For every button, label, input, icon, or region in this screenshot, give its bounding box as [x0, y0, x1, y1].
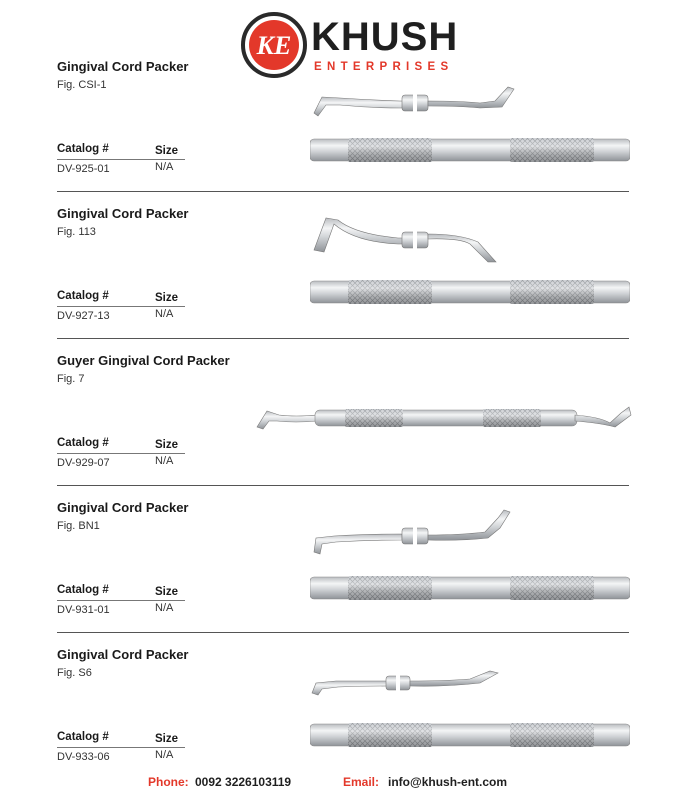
logo-mark-text: KE: [256, 31, 292, 60]
product-fig: Fig. S6: [57, 667, 92, 679]
catalog-label: Catalog #: [57, 437, 109, 449]
divider: [57, 306, 185, 307]
instrument-handle-image: [310, 721, 630, 749]
size-value: N/A: [155, 455, 174, 467]
divider: [57, 600, 185, 601]
size-value: N/A: [155, 308, 174, 320]
product-fig: Fig. 113: [57, 226, 96, 238]
brand-name: KHUSH: [311, 15, 459, 59]
instrument-full-image: [255, 401, 635, 437]
size-label: Size: [155, 439, 179, 451]
product-title: Gingival Cord Packer: [57, 206, 189, 221]
instrument-tip-image: [310, 214, 520, 266]
catalog-number: DV-931-01: [57, 604, 110, 616]
catalog-number: DV-929-07: [57, 457, 110, 469]
product-fig: Fig. CSI-1: [57, 79, 107, 91]
product-section-1: [0, 45, 689, 192]
instrument-tip-image: [310, 508, 520, 558]
catalog-label: Catalog #: [57, 731, 109, 743]
email-label: Email:: [343, 775, 380, 789]
product-section-5: [0, 633, 689, 780]
catalog-number: DV-927-13: [57, 310, 110, 322]
instrument-handle-image: [310, 278, 630, 306]
product-title: Gingival Cord Packer: [57, 59, 189, 74]
product-section-4: [0, 486, 689, 633]
product-title: Gingival Cord Packer: [57, 500, 189, 515]
size-value: N/A: [155, 161, 174, 173]
product-fig: Fig. BN1: [57, 520, 100, 532]
contact-footer: [0, 775, 689, 793]
catalog-label: Catalog #: [57, 290, 109, 302]
product-section-2: [0, 192, 689, 339]
size-label: Size: [155, 292, 179, 304]
size-label: Size: [155, 733, 179, 745]
instrument-tip-image: [310, 83, 520, 119]
catalog-number: DV-925-01: [57, 163, 110, 175]
divider: [57, 453, 185, 454]
product-fig: Fig. 7: [57, 373, 85, 385]
size-label: Size: [155, 586, 179, 598]
divider: [57, 159, 185, 160]
size-label: Size: [155, 145, 179, 157]
brand-subtitle: ENTERPRISES: [314, 61, 454, 73]
size-value: N/A: [155, 602, 174, 614]
instrument-handle-image: [310, 136, 630, 164]
product-title: Gingival Cord Packer: [57, 647, 189, 662]
catalog-label: Catalog #: [57, 143, 109, 155]
phone-number[interactable]: 0092 3226103119: [195, 775, 292, 789]
catalog-label: Catalog #: [57, 584, 109, 596]
instrument-tip-image: [310, 667, 510, 701]
divider: [57, 747, 185, 748]
size-value: N/A: [155, 749, 174, 761]
product-section-3: [0, 339, 689, 486]
product-title: Guyer Gingival Cord Packer: [57, 353, 230, 368]
phone-label: Phone:: [148, 775, 189, 789]
email-address[interactable]: info@khush-ent.com: [388, 775, 508, 789]
instrument-handle-image: [310, 574, 630, 602]
catalog-number: DV-933-06: [57, 751, 110, 763]
